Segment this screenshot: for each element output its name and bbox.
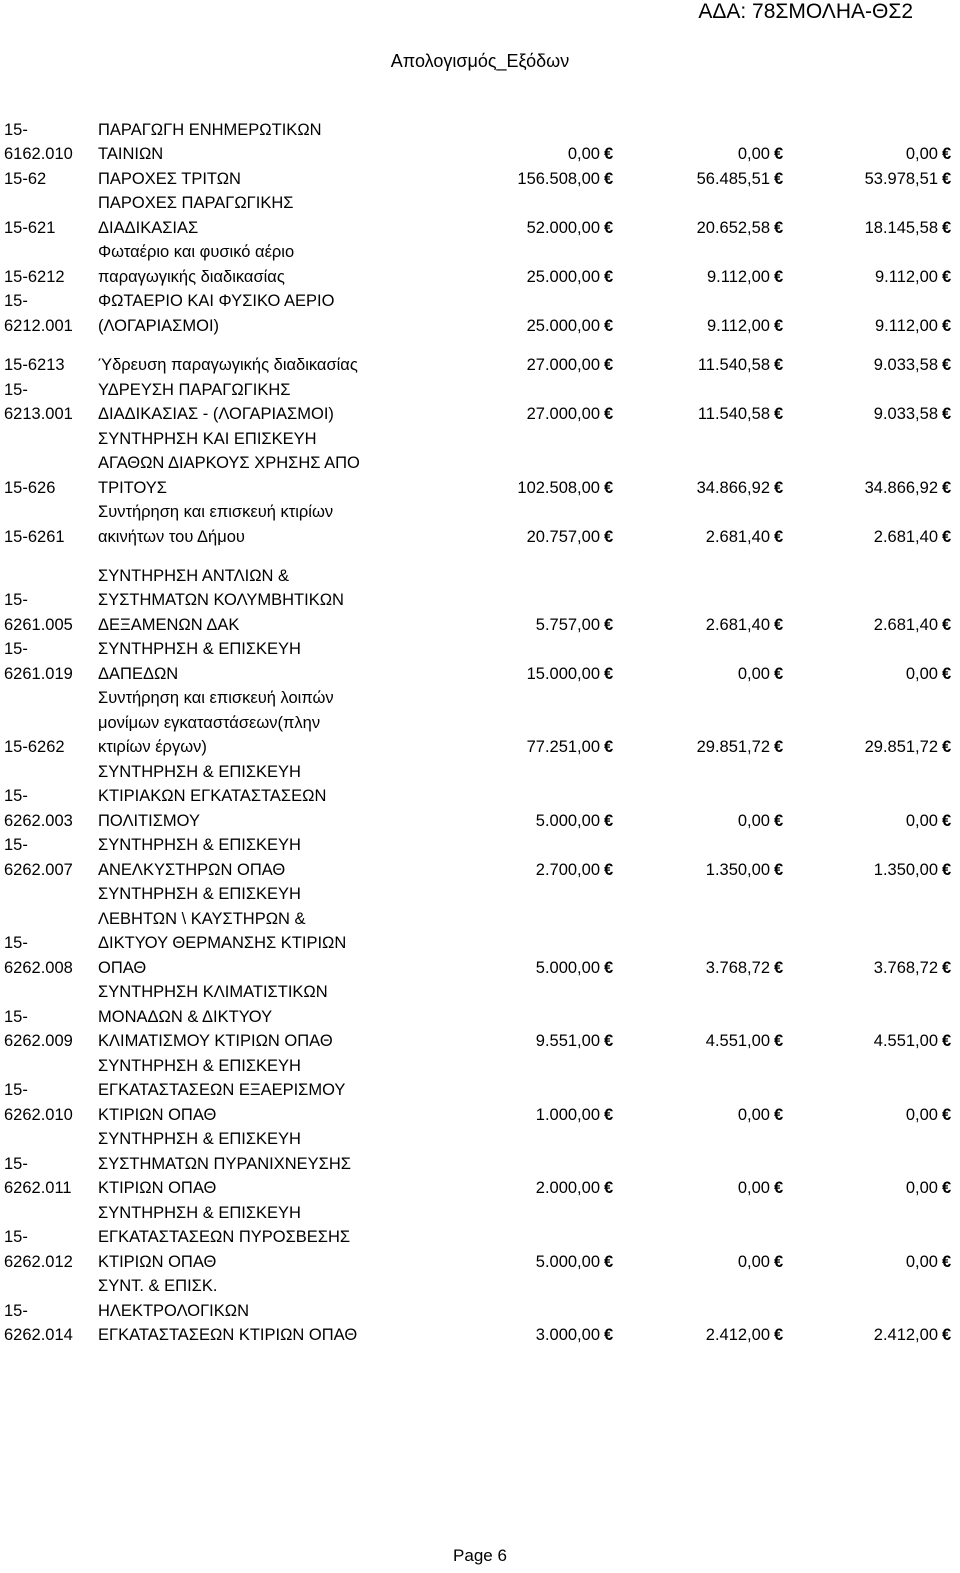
- budget-value: 27.000,00: [526, 405, 600, 423]
- euro-symbol: €: [774, 527, 784, 546]
- row-code: 15-: [4, 1081, 28, 1100]
- payment-value: 9.033,58: [873, 405, 938, 423]
- row-description: ΠΑΡΑΓΩΓΗ ΕΝΗΜΕΡΩΤΙΚΩΝ: [98, 120, 322, 139]
- euro-symbol: €: [942, 615, 952, 634]
- table-row: [0, 760, 960, 834]
- budget-value: 5.000,00: [535, 811, 600, 830]
- euro-symbol: €: [604, 145, 614, 164]
- euro-symbol: €: [942, 527, 952, 546]
- budget-value: 3.000,00: [535, 1326, 600, 1345]
- payment-value: 34.866,92: [864, 478, 938, 497]
- row-description: ΕΓΚΑΤΑΣΤΑΣΕΩΝ ΠΥΡΟΣΒΕΣΗΣ: [98, 1228, 351, 1247]
- row-code: 15-: [4, 836, 28, 855]
- row-code: 15-: [4, 640, 28, 659]
- budget-value: 5.757,00: [535, 615, 600, 634]
- euro-symbol: €: [774, 615, 784, 634]
- payment-value: 4.551,00: [873, 1032, 938, 1051]
- budget-value: 2.700,00: [535, 860, 600, 879]
- row-description: ΔΙΑΔΙΚΑΣΙΑΣ: [98, 218, 199, 237]
- row-description: ΣΥΝΤΗΡΗΣΗ & ΕΠΙΣΚΕΥΗ: [98, 640, 301, 659]
- euro-symbol: €: [942, 218, 952, 237]
- row-code: 6262.011: [4, 1179, 72, 1198]
- row-description: ΔΙΚΤΥΟΥ ΘΕΡΜΑΝΣΗΣ ΚΤΙΡΙΩΝ: [98, 934, 347, 953]
- table-row: [0, 833, 960, 882]
- budget-value: 27.000,00: [526, 356, 600, 374]
- budget-value: 20.757,00: [526, 527, 600, 546]
- commitment-value: 2.412,00: [705, 1326, 770, 1345]
- euro-symbol: €: [942, 1032, 952, 1051]
- commitment-value: 11.540,58: [697, 405, 770, 423]
- euro-symbol: €: [942, 664, 952, 683]
- commitment-value: 11.540,58: [697, 356, 770, 374]
- payment-value: 2.681,40: [873, 527, 938, 546]
- budget-value: 0,00: [567, 145, 600, 164]
- row-code: 15-: [4, 1301, 28, 1320]
- row-description: ΣΥΝΤΗΡΗΣΗ & ΕΠΙΣΚΕΥΗ: [98, 836, 301, 855]
- table-row: [0, 500, 960, 549]
- euro-symbol: €: [774, 1105, 784, 1124]
- payment-value: 53.978,51: [864, 169, 938, 188]
- row-code: 6261.005: [4, 615, 73, 634]
- row-code: 15-: [4, 1228, 28, 1247]
- euro-symbol: €: [774, 860, 784, 879]
- budget-value: 25.000,00: [526, 267, 600, 286]
- euro-symbol: €: [774, 1179, 784, 1198]
- row-description: ΣΥΝΤΗΡΗΣΗ & ΕΠΙΣΚΕΥΗ: [98, 1056, 301, 1075]
- table-row: [0, 427, 960, 501]
- commitment-value: 9.112,00: [706, 316, 770, 335]
- row-description: ΣΥΣΤΗΜΑΤΩΝ ΚΟΛΥΜΒΗΤΙΚΩΝ: [98, 591, 344, 610]
- row-code: 15-621: [4, 218, 56, 237]
- table-row: [0, 686, 960, 760]
- payment-value: 1.350,00: [873, 860, 938, 879]
- payment-value: 0,00: [905, 1179, 938, 1198]
- row-code: 15-: [4, 591, 28, 610]
- euro-symbol: €: [942, 316, 952, 335]
- ada-code: ΑΔΑ: 78ΣΜΟΛΗΑ-ΘΣ2: [698, 0, 913, 23]
- row-code: 15-6262: [4, 738, 65, 757]
- commitment-value: 0,00: [737, 811, 770, 830]
- payment-value: 0,00: [905, 145, 938, 164]
- table-row: [0, 1274, 960, 1348]
- euro-symbol: €: [604, 169, 614, 188]
- euro-symbol: €: [774, 405, 784, 423]
- euro-symbol: €: [774, 1326, 784, 1345]
- budget-value: 9.551,00: [535, 1032, 600, 1051]
- euro-symbol: €: [942, 267, 952, 286]
- row-code: 6261.019: [4, 664, 73, 683]
- euro-symbol: €: [604, 405, 614, 423]
- euro-symbol: €: [604, 860, 614, 879]
- euro-symbol: €: [774, 1032, 784, 1051]
- euro-symbol: €: [604, 478, 614, 497]
- payment-value: 0,00: [905, 811, 938, 830]
- payment-value: 2.681,40: [873, 615, 938, 634]
- budget-value: 5.000,00: [535, 1252, 600, 1271]
- row-code: 15-62: [4, 169, 47, 188]
- payment-value: 18.145,58: [864, 218, 938, 237]
- table-row: [0, 1201, 960, 1275]
- budget-value: 77.251,00: [526, 738, 600, 757]
- row-code: 15-: [4, 292, 28, 311]
- commitment-value: 0,00: [737, 1252, 770, 1271]
- euro-symbol: €: [604, 356, 614, 374]
- row-description: ΕΓΚΑΤΑΣΤΑΣΕΩΝ ΚΤΙΡΙΩΝ ΟΠΑΘ: [98, 1326, 358, 1345]
- commitment-value: 56.485,51: [696, 169, 770, 188]
- euro-symbol: €: [942, 811, 952, 830]
- euro-symbol: €: [942, 145, 952, 164]
- table-row: [0, 980, 960, 1054]
- row-code: 6262.008: [4, 958, 73, 977]
- budget-value: 15.000,00: [526, 664, 600, 683]
- row-code: 15-6261: [4, 527, 65, 546]
- payment-value: 9.112,00: [874, 267, 938, 286]
- euro-symbol: €: [604, 1326, 614, 1345]
- row-description: ΟΠΑΘ: [98, 958, 147, 977]
- row-description: ΔΕΞΑΜΕΝΩΝ ΔΑΚ: [98, 615, 240, 634]
- page-number: Page 6: [453, 1546, 507, 1565]
- euro-symbol: €: [774, 145, 784, 164]
- payment-value: 9.112,00: [874, 316, 938, 335]
- payment-value: 0,00: [905, 1252, 938, 1271]
- budget-value: 156.508,00: [517, 169, 600, 188]
- commitment-value: 9.112,00: [706, 267, 770, 286]
- euro-symbol: €: [604, 1032, 614, 1051]
- row-description: παραγωγικής διαδικασίας: [98, 267, 285, 286]
- commitment-value: 0,00: [737, 1105, 770, 1124]
- row-code: 15-: [4, 1154, 28, 1173]
- payment-value: 3.768,72: [873, 958, 938, 977]
- euro-symbol: €: [604, 218, 614, 237]
- payment-value: 0,00: [905, 664, 938, 683]
- row-code: 6262.010: [4, 1105, 73, 1124]
- row-description: Φωταέριο και φυσικό αέριο: [98, 243, 295, 262]
- euro-symbol: €: [774, 356, 784, 374]
- euro-symbol: €: [942, 169, 952, 188]
- table-row: [0, 882, 960, 980]
- euro-symbol: €: [774, 316, 784, 335]
- row-description: ΣΥΝΤ. & ΕΠΙΣΚ.: [98, 1277, 218, 1296]
- row-code: 6213.001: [4, 405, 73, 423]
- row-description: ΣΥΝΤΗΡΗΣΗ ΚΑΙ ΕΠΙΣΚΕΥΗ: [98, 429, 317, 448]
- row-code: 15-6213: [4, 356, 65, 374]
- row-description: ΣΥΣΤΗΜΑΤΩΝ ΠΥΡΑΝΙΧΝΕΥΣΗΣ: [98, 1154, 351, 1173]
- budget-value: 25.000,00: [526, 316, 600, 335]
- euro-symbol: €: [942, 1179, 952, 1198]
- commitment-value: 1.350,00: [705, 860, 770, 879]
- row-description: ΔΙΑΔΙΚΑΣΙΑΣ - (ΛΟΓΑΡΙΑΣΜΟΙ): [98, 405, 334, 423]
- euro-symbol: €: [604, 1105, 614, 1124]
- table-row: [0, 191, 960, 240]
- commitment-value: 29.851,72: [696, 738, 770, 757]
- row-description: ΠΟΛΙΤΙΣΜΟΥ: [98, 811, 200, 830]
- euro-symbol: €: [942, 958, 952, 977]
- euro-symbol: €: [942, 356, 952, 374]
- row-description: ΠΑΡΟΧΕΣ ΠΑΡΑΓΩΓΙΚΗΣ: [98, 194, 294, 213]
- euro-symbol: €: [604, 267, 614, 286]
- euro-symbol: €: [604, 664, 614, 683]
- commitment-value: 0,00: [737, 145, 770, 164]
- euro-symbol: €: [774, 811, 784, 830]
- row-description: ΑΝΕΛΚΥΣΤΗΡΩΝ ΟΠΑΘ: [98, 860, 286, 879]
- euro-symbol: €: [942, 478, 952, 497]
- euro-symbol: €: [774, 478, 784, 497]
- row-description: μονίμων εγκαταστάσεων(πλην: [98, 713, 321, 732]
- euro-symbol: €: [774, 169, 784, 188]
- table-row: [0, 167, 960, 192]
- row-description: ΗΛΕΚΤΡΟΛΟΓΙΚΩΝ: [98, 1301, 250, 1320]
- row-description: ΣΥΝΤΗΡΗΣΗ & ΕΠΙΣΚΕΥΗ: [98, 1203, 301, 1222]
- commitment-value: 34.866,92: [696, 478, 770, 497]
- row-description: ΤΑΙΝΙΩΝ: [98, 145, 164, 164]
- euro-symbol: €: [604, 1252, 614, 1271]
- row-description: ΣΥΝΤΗΡΗΣΗ & ΕΠΙΣΚΕΥΗ: [98, 1130, 301, 1149]
- row-description: ΚΤΙΡΙΑΚΩΝ ΕΓΚΑΤΑΣΤΑΣΕΩΝ: [98, 787, 327, 806]
- table-row: [0, 1127, 960, 1201]
- euro-symbol: €: [774, 738, 784, 757]
- euro-symbol: €: [604, 958, 614, 977]
- euro-symbol: €: [774, 958, 784, 977]
- row-description: ΛΕΒΗΤΩΝ \ ΚΑΥΣΤΗΡΩΝ &: [98, 909, 306, 928]
- row-description: ΥΔΡΕΥΣΗ ΠΑΡΑΓΩΓΙΚΗΣ: [98, 380, 291, 399]
- row-description: ΜΟΝΑΔΩΝ & ΔΙΚΤΥΟΥ: [98, 1007, 273, 1026]
- commitment-value: 2.681,40: [705, 527, 770, 546]
- row-code: 15-: [4, 787, 28, 806]
- euro-symbol: €: [942, 738, 952, 757]
- row-code: 15-: [4, 120, 28, 139]
- payment-value: 0,00: [905, 1105, 938, 1124]
- payment-value: 29.851,72: [864, 738, 938, 757]
- row-description: Συντήρηση και επισκευή λοιπών: [98, 689, 334, 708]
- table-row: [0, 240, 960, 289]
- budget-value: 102.508,00: [517, 478, 600, 497]
- budget-value: 1.000,00: [535, 1105, 600, 1124]
- euro-symbol: €: [774, 664, 784, 683]
- row-code: 15-6212: [4, 267, 65, 286]
- euro-symbol: €: [942, 860, 952, 879]
- row-description: ΣΥΝΤΗΡΗΣΗ & ΕΠΙΣΚΕΥΗ: [98, 762, 301, 781]
- row-description: Συντήρηση και επισκευή κτιρίων: [98, 503, 334, 521]
- commitment-value: 0,00: [737, 664, 770, 683]
- row-description: Ύδρευση παραγωγικής διαδικασίας: [98, 356, 358, 374]
- row-description: ΦΩΤΑΕΡΙΟ ΚΑΙ ΦΥΣΙΚΟ ΑΕΡΙΟ: [98, 292, 335, 311]
- euro-symbol: €: [604, 738, 614, 757]
- row-description: ΠΑΡΟΧΕΣ ΤΡΙΤΩΝ: [98, 169, 241, 188]
- row-code: 15-: [4, 1007, 28, 1026]
- row-code: 6262.014: [4, 1326, 73, 1345]
- row-description: ΣΥΝΤΗΡΗΣΗ & ΕΠΙΣΚΕΥΗ: [98, 885, 301, 904]
- payment-value: 9.033,58: [873, 356, 938, 374]
- table-row: [0, 353, 960, 378]
- row-code: 6262.012: [4, 1252, 73, 1271]
- row-description: ΕΓΚΑΤΑΣΤΑΣΕΩΝ ΕΞΑΕΡΙΣΜΟΥ: [98, 1081, 346, 1100]
- row-description: ΚΤΙΡΙΩΝ ΟΠΑΘ: [98, 1105, 217, 1124]
- table-row: [0, 289, 960, 338]
- commitment-value: 4.551,00: [705, 1032, 770, 1051]
- table-row: [0, 1054, 960, 1128]
- euro-symbol: €: [604, 615, 614, 634]
- euro-symbol: €: [942, 1252, 952, 1271]
- row-code: 6262.003: [4, 811, 73, 830]
- row-code: 6212.001: [4, 316, 73, 335]
- row-description: ΣΥΝΤΗΡΗΣΗ ΑΝΤΛΙΩΝ &: [98, 566, 290, 585]
- budget-value: 2.000,00: [535, 1179, 600, 1198]
- euro-symbol: €: [774, 1252, 784, 1271]
- euro-symbol: €: [604, 316, 614, 335]
- budget-value: 5.000,00: [535, 958, 600, 977]
- row-description: (ΛΟΓΑΡΙΑΣΜΟΙ): [98, 316, 220, 335]
- row-description: ΤΡΙΤΟΥΣ: [98, 478, 167, 497]
- euro-symbol: €: [942, 405, 952, 423]
- euro-symbol: €: [774, 267, 784, 286]
- row-description: ακινήτων του Δήμου: [98, 527, 245, 546]
- row-code: 6262.009: [4, 1032, 73, 1051]
- commitment-value: 0,00: [737, 1179, 770, 1198]
- table-row: [0, 637, 960, 686]
- row-description: ΚΤΙΡΙΩΝ ΟΠΑΘ: [98, 1179, 217, 1198]
- euro-symbol: €: [942, 1326, 952, 1345]
- euro-symbol: €: [604, 811, 614, 830]
- table-row: [0, 564, 960, 638]
- row-code: 6262.007: [4, 860, 73, 879]
- row-code: 15-: [4, 934, 28, 953]
- euro-symbol: €: [604, 1179, 614, 1198]
- budget-value: 52.000,00: [526, 218, 600, 237]
- euro-symbol: €: [604, 527, 614, 546]
- row-description: κτιρίων έργων): [98, 738, 207, 757]
- payment-value: 2.412,00: [873, 1326, 938, 1345]
- document-title: Απολογισμός_Εξόδων: [390, 51, 570, 71]
- row-description: ΚΛΙΜΑΤΙΣΜΟΥ ΚΤΙΡΙΩΝ ΟΠΑΘ: [98, 1032, 333, 1051]
- euro-symbol: €: [774, 218, 784, 237]
- row-code: 15-: [4, 380, 28, 399]
- row-description: ΣΥΝΤΗΡΗΣΗ ΚΛΙΜΑΤΙΣΤΙΚΩΝ: [98, 983, 328, 1002]
- row-code: 15-626: [4, 478, 56, 497]
- row-code: 6162.010: [4, 145, 73, 164]
- commitment-value: 2.681,40: [705, 615, 770, 634]
- row-description: ΑΓΑΘΩΝ ΔΙΑΡΚΟΥΣ ΧΡΗΣΗΣ ΑΠΟ: [98, 454, 360, 472]
- row-description: ΔΑΠΕΔΩΝ: [98, 664, 179, 683]
- commitment-value: 3.768,72: [705, 958, 770, 977]
- table-row: [0, 118, 960, 167]
- table-row: [0, 378, 960, 427]
- euro-symbol: €: [942, 1105, 952, 1124]
- row-description: ΚΤΙΡΙΩΝ ΟΠΑΘ: [98, 1252, 217, 1271]
- commitment-value: 20.652,58: [696, 218, 770, 237]
